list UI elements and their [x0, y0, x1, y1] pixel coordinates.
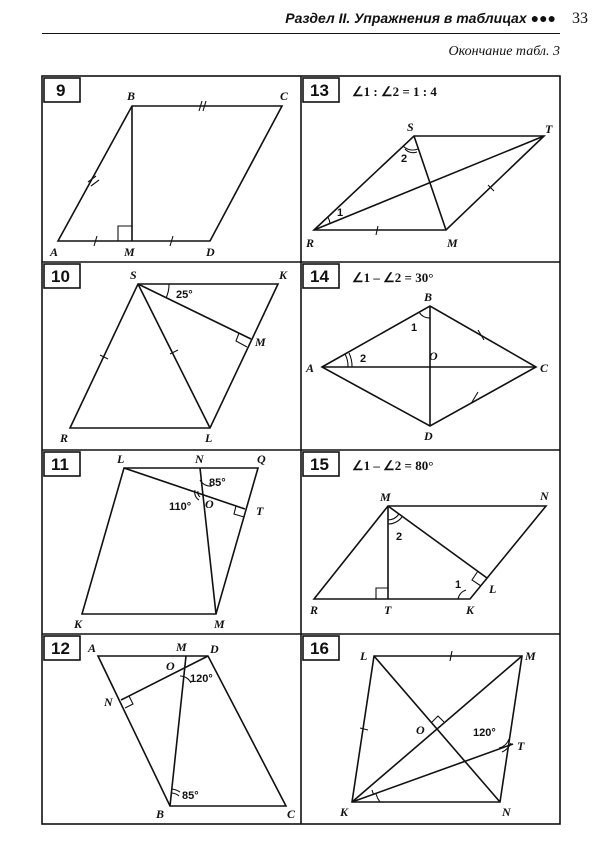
figure-13 — [305, 84, 553, 250]
parallelogram-abcd — [58, 106, 282, 241]
point-label-b: B — [156, 807, 165, 821]
parallelogram-klqm — [82, 468, 258, 614]
angle-arc — [458, 590, 466, 599]
point-label-c: C — [287, 807, 296, 821]
exercise-number: 12 — [51, 639, 70, 658]
angle-arc — [166, 284, 169, 298]
tick-mark — [88, 176, 96, 182]
number-box-14 — [303, 264, 339, 288]
point-label-q: Q — [257, 452, 266, 466]
number-box-16 — [303, 636, 339, 660]
point-label-b: B — [424, 290, 433, 304]
point-label-k: K — [466, 603, 475, 617]
point-label-n: N — [540, 489, 549, 503]
point-label-d: D — [210, 642, 219, 656]
angle-value: 110° — [169, 501, 192, 513]
condition-text: ∠1 – ∠2 = 30° — [352, 270, 434, 285]
angle-value: 85° — [182, 790, 199, 802]
point-label-d: D — [424, 429, 433, 443]
section-title: Раздел II. Упражнения в таблицах — [285, 10, 527, 26]
right-angle-mark — [118, 226, 132, 241]
tick-mark — [360, 728, 368, 730]
number-box-13 — [303, 78, 339, 102]
figure-16 — [339, 649, 536, 819]
point-label-b: B — [127, 89, 136, 103]
point-label-a: A — [306, 361, 315, 375]
number-box-10 — [44, 264, 80, 288]
point-label-m: M — [214, 617, 225, 631]
figure-11 — [73, 452, 266, 631]
angle-number: 1 — [337, 207, 344, 219]
angle-number: 1 — [455, 579, 462, 591]
tick-mark — [91, 180, 99, 186]
point-label-l: L — [360, 649, 368, 663]
point-label-d: D — [206, 245, 215, 259]
condition-text: ∠1 – ∠2 = 80° — [352, 458, 434, 473]
angle-value: 25° — [176, 289, 193, 301]
point-label-n: N — [195, 452, 204, 466]
point-label-t: T — [517, 739, 525, 753]
right-angle-mark — [431, 716, 444, 723]
point-label-t: T — [256, 504, 264, 518]
point-label-c: C — [280, 89, 289, 103]
point-label-n: N — [502, 805, 511, 819]
exercise-number: 13 — [310, 81, 329, 100]
point-label-m: M — [447, 236, 458, 250]
angle-arc — [376, 794, 380, 802]
point-label-m: M — [255, 335, 266, 349]
dots-icon: ●●● — [530, 10, 556, 26]
rhombus-abcd — [322, 306, 536, 426]
point-label-t: T — [545, 122, 553, 136]
point-label-k: K — [74, 617, 83, 631]
segment-mb — [170, 656, 186, 806]
figure-12 — [87, 640, 296, 821]
point-label-s: S — [407, 120, 414, 134]
point-label-m: M — [124, 245, 135, 259]
point-label-l: L — [117, 452, 125, 466]
angle-arc — [419, 312, 430, 318]
table-continuation-caption: Окончание табл. 3 — [448, 44, 560, 59]
point-label-r: R — [306, 236, 315, 250]
exercise-number: 16 — [310, 639, 329, 658]
perpendicular-ml — [388, 506, 487, 578]
parallelogram-rmnk — [314, 506, 546, 599]
figure-9 — [49, 89, 289, 259]
diagonal-rt — [314, 136, 544, 230]
point-label-l: L — [489, 582, 497, 596]
point-label-a: A — [88, 641, 97, 655]
table-grid — [42, 76, 560, 824]
number-box-11 — [44, 452, 80, 476]
angle-number: 2 — [396, 531, 403, 543]
figure-15 — [309, 458, 550, 617]
angle-value: 120° — [473, 727, 496, 739]
angle-value: 85° — [209, 477, 226, 489]
point-label-m: M — [525, 649, 536, 663]
point-label-l: L — [205, 431, 213, 445]
angle-number: 2 — [401, 153, 408, 165]
point-label-o: O — [166, 659, 175, 673]
figure-14 — [305, 270, 549, 443]
point-label-a: A — [50, 245, 59, 259]
angle-arc — [328, 217, 330, 224]
segment-nm — [200, 468, 216, 614]
point-label-c: C — [540, 361, 549, 375]
angle-arc — [345, 354, 348, 367]
right-angle-mark — [376, 588, 388, 599]
point-label-o: O — [205, 497, 214, 511]
angle-arc — [349, 353, 352, 367]
point-label-r: R — [310, 603, 319, 617]
point-label-o: O — [429, 349, 438, 363]
point-label-t: T — [384, 603, 392, 617]
number-box-15 — [303, 452, 339, 476]
point-label-k: K — [279, 268, 288, 282]
diagonal-sl — [138, 284, 210, 428]
point-label-m: M — [176, 640, 187, 654]
point-label-s: S — [130, 268, 137, 282]
exercise-number: 9 — [56, 81, 66, 100]
number-box-9 — [44, 78, 80, 102]
page-number: 33 — [572, 10, 588, 27]
exercise-number: 11 — [51, 455, 69, 474]
angle-value: 120° — [190, 673, 213, 685]
angle-arc — [388, 514, 399, 520]
exercise-number: 10 — [51, 267, 70, 286]
perpendicular-sm — [138, 284, 251, 339]
point-label-r: R — [60, 431, 69, 445]
condition-text: ∠1 : ∠2 = 1 : 4 — [352, 84, 437, 99]
point-label-k: K — [340, 805, 349, 819]
angle-arc — [172, 793, 179, 796]
number-box-12 — [44, 636, 80, 660]
angle-number: 2 — [360, 353, 367, 365]
point-label-m: M — [380, 490, 391, 504]
exercise-number: 15 — [310, 455, 329, 474]
point-label-n: N — [104, 695, 113, 709]
diagonal-sm — [414, 136, 446, 230]
exercise-number: 14 — [310, 267, 329, 286]
segment-kt — [352, 744, 513, 802]
figure-10 — [59, 268, 288, 445]
point-label-o: O — [416, 723, 425, 737]
angle-number: 1 — [411, 322, 418, 334]
